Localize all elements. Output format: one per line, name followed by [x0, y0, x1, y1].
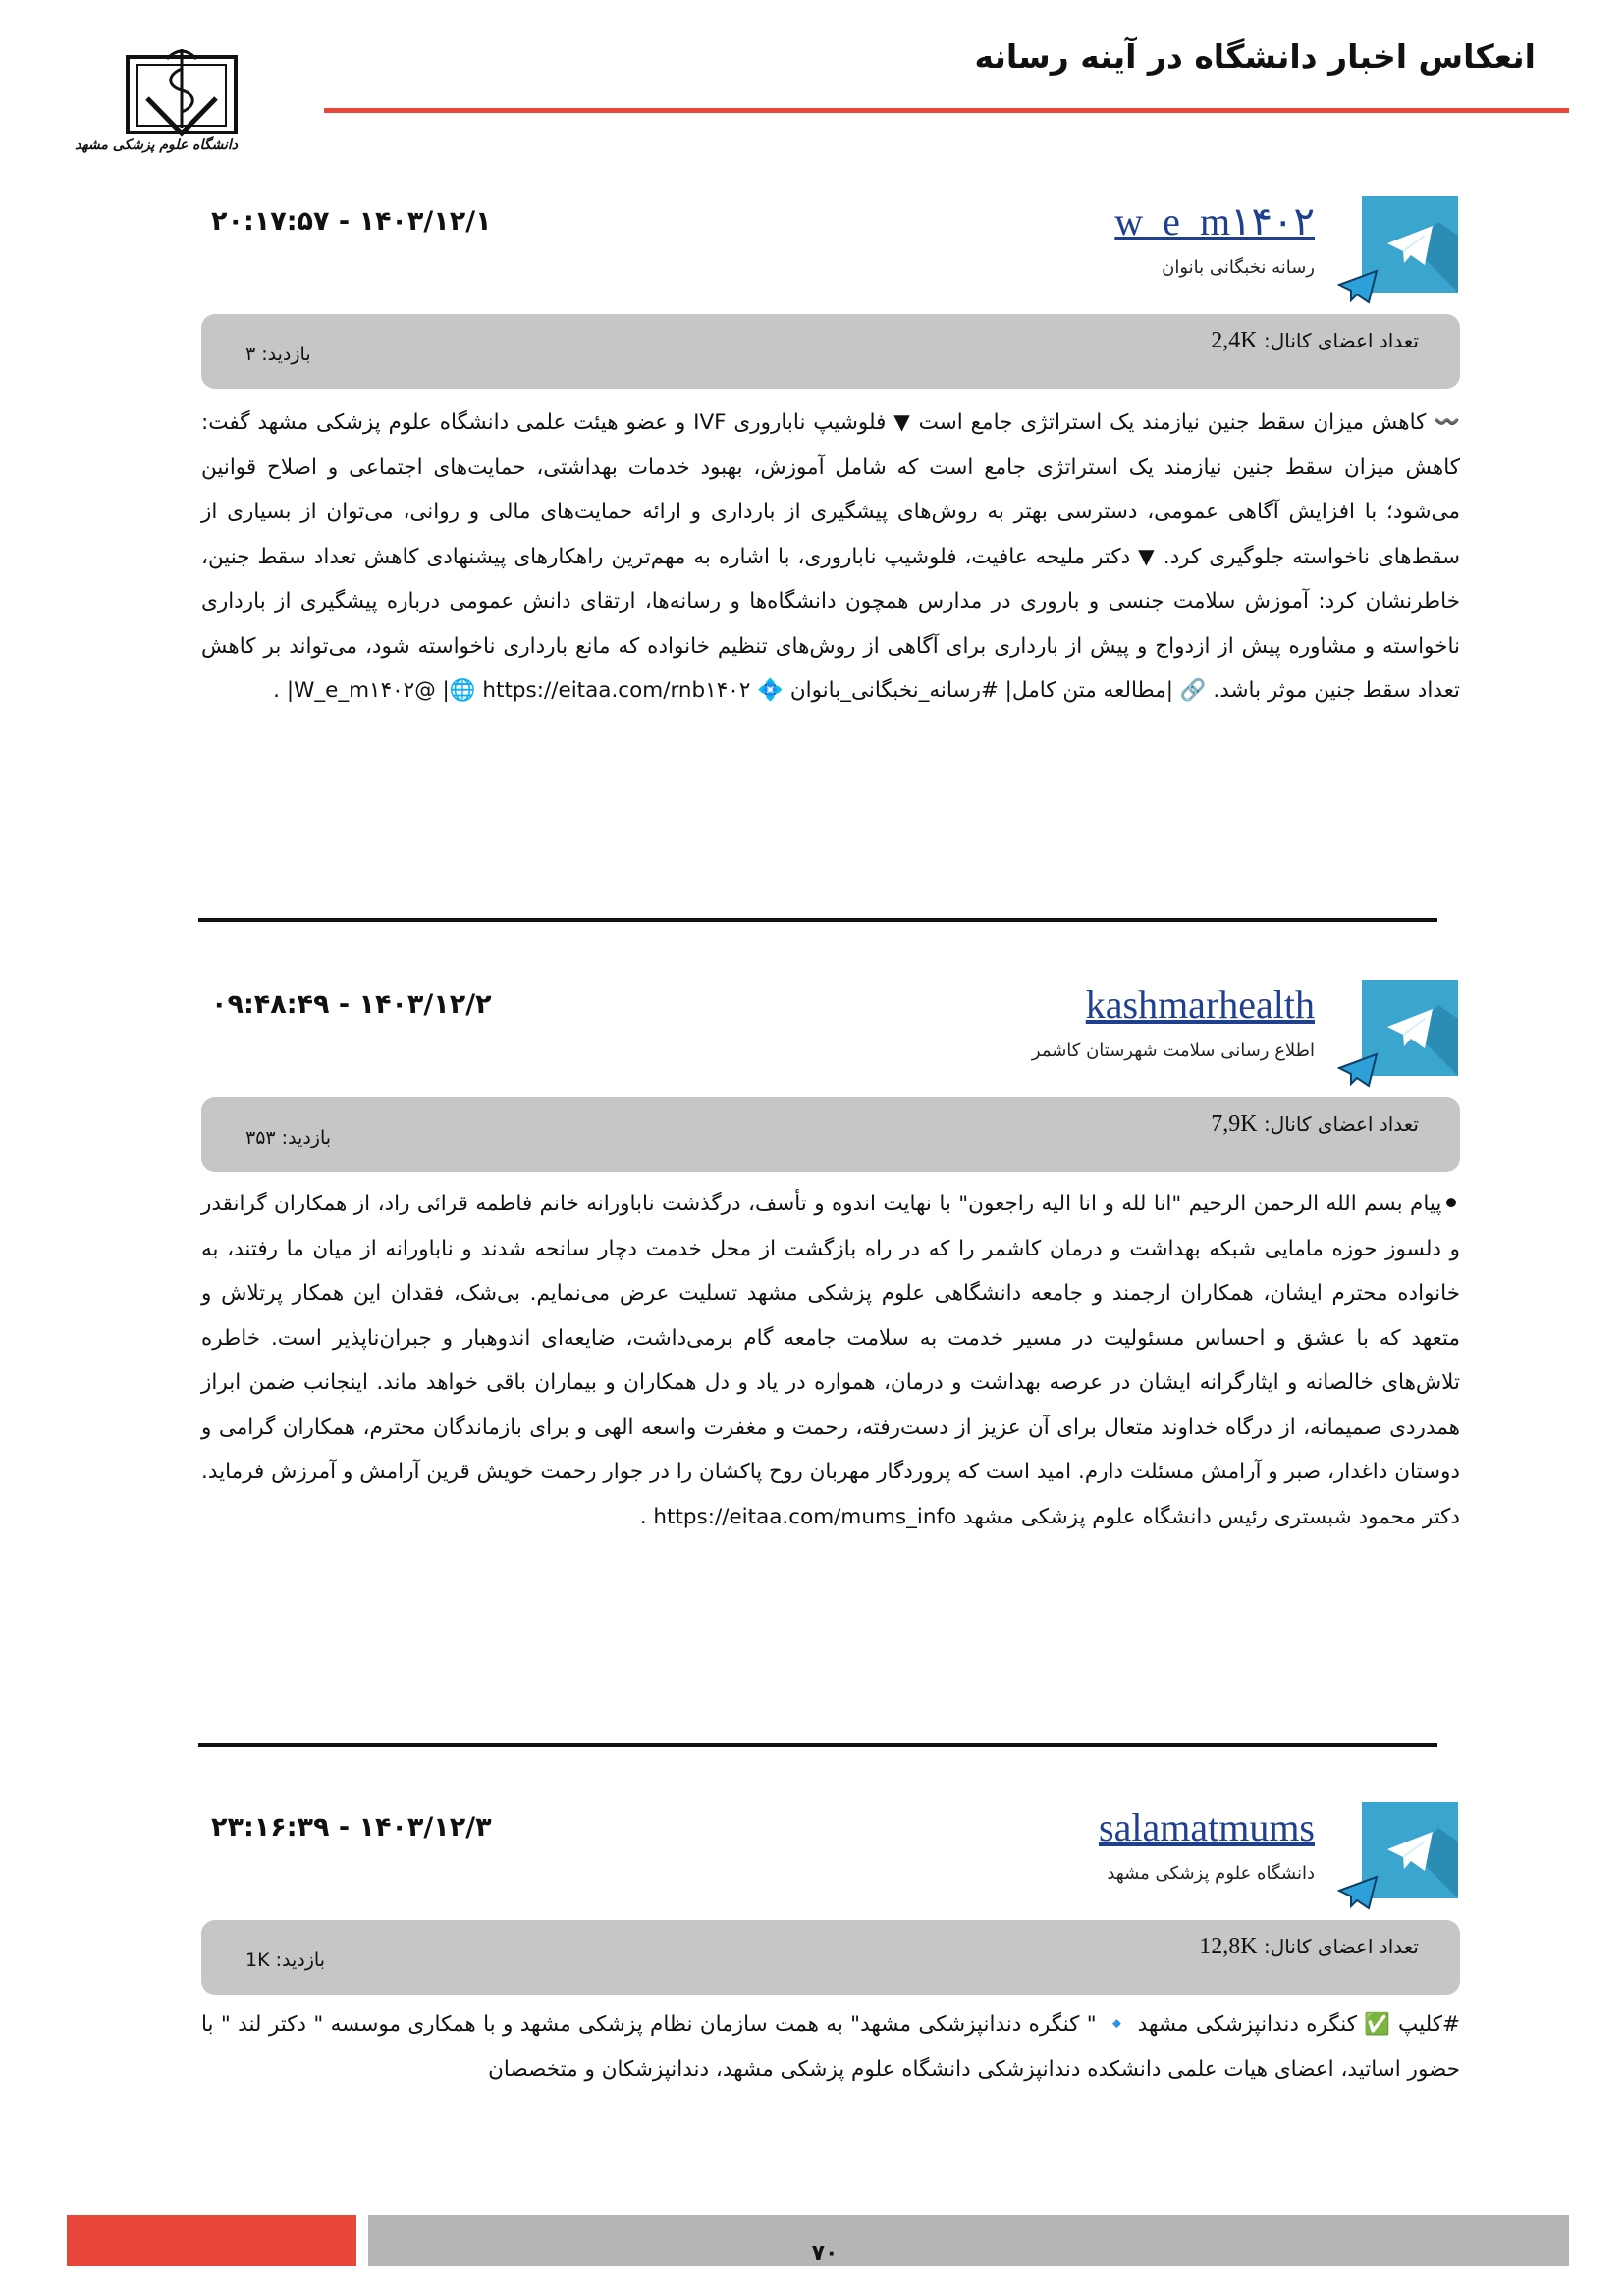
- channel-members-count: [1211, 1111, 1419, 1138]
- stats-bar: [201, 314, 1460, 389]
- post-body-content: 〰️ کاهش میزان سقط جنین نیازمند یک استراتژی جامع است ▼ فلوشیپ ناباروری IVF و عضو هیئت علمی دانشگاه علوم پزشکی مشهد گفت: کاهش میزان سقط جنین نیازمند یک استراتژی جامع است که شامل آموزش، بهبود خدمات بهداشتی، حمایت‌های اجتماعی و اصلاح قوانین می‌شود؛ با افزایش آگاهی عمومی، دسترسی بهتر به روش‌های پیشگیری از بارداری و ارائه حمایت‌های مالی و روانی، می‌توان از بسیاری از سقط‌های ناخواسته جلوگیری کرد. ▼ دکتر ملیحه عافیت، فلوشیپ ناباروری، با اشاره به مهم‌ترین راهکارهای پیشنهادی کاهش تعداد سقط جنین، خاطرنشان کرد: آموزش سلامت جنسی و باروری در مدارس همچون دانشگاه‌ها و رسانه‌ها، ارتقای دانش عمومی درباره پیشگیری از بارداری ناخواسته و مشاوره پیش از ازدواج و پیش از بارداری برای آگاهی از روش‌های تنظیم خانواده که مانع بارداری ناخواسته شود، می‌تواند بر کاهش تعداد سقط جنین موثر باشد. 🔗 |مطالعه متن کامل| #رسانه_نخبگانی_بانوان 💠 W_e_m۱۴۰۲@ |🌐 https://eitaa.com/rnb۱۴۰۲| .: [201, 410, 1460, 703]
- post-divider: [198, 1743, 1437, 1747]
- view-count: بازدید: ۳: [245, 344, 311, 365]
- logo-caption: دانشگاه علوم پزشکی مشهد: [75, 137, 238, 153]
- post-divider: [198, 918, 1437, 922]
- page-number: ۷۰: [811, 2241, 839, 2266]
- footer-bar: [368, 2215, 1569, 2266]
- post-body-text: [201, 1182, 1460, 1539]
- post-date: ۲۰:۱۷:۵۷ - ۱۴۰۳/۱۲/۱: [211, 206, 492, 237]
- stats-bar: [201, 1097, 1460, 1172]
- telegram-plane-icon: [1337, 1052, 1379, 1088]
- channel-name-link[interactable]: kashmarhealth: [1085, 983, 1315, 1027]
- view-count: بازدید: 1K: [245, 1949, 325, 1971]
- telegram-plane-icon: [1337, 1875, 1379, 1910]
- members-value: 12,8K: [1199, 1934, 1258, 1959]
- channel-members-count: [1199, 1934, 1419, 1960]
- channel-description: دانشگاه علوم پزشکی مشهد: [1107, 1863, 1315, 1884]
- telegram-plane-icon: [1337, 269, 1379, 304]
- post-date: ۰۹:۴۸:۴۹ - ۱۴۰۳/۱۲/۲: [211, 989, 492, 1020]
- channel-name-link[interactable]: w_e_m۱۴۰۲: [1114, 199, 1315, 243]
- post-body-content: #کلیپ ✅ کنگره دندانپزشکی مشهد 🔹 " کنگره دندانپزشکی مشهد" به همت سازمان نظام پزشکی مشهد و با همکاری موسسه " دکتر لند " با حضور اساتید، اعضای هیات علمی دانشکده دندانپزشکی دانشگاه علوم پزشکی مشهد، دندانپزشکان و متخصصان: [201, 2012, 1460, 2082]
- footer-accent-bar: [67, 2215, 356, 2266]
- members-value: 7,9K: [1211, 1111, 1258, 1137]
- members-label: تعداد اعضای کانال:: [1257, 329, 1419, 352]
- channel-description: اطلاع رسانی سلامت شهرستان کاشمر: [1031, 1041, 1315, 1061]
- post-body-content: ⚫پیام بسم الله الرحمن الرحیم "انا لله و انا الیه راجعون" با نهایت اندوه و تأسف، درگذشت ناباورانه خانم فاطمه قرائی راد، از همکاران گرانقدر و دلسوز حوزه مامایی شبکه بهداشت و درمان کاشمر را که در راه بازگشت از محل خدمت دچار سانحه شدند و ناباورانه از میان ما رفتند، به خانواده محترم ایشان، همکاران ارجمند و جامعه دانشگاهی علوم پزشکی مشهد تسلیت عرض می‌نمایم. بی‌شک، فقدان این همکار پرتلاش و متعهد که با عشق و احساس مسئولیت در مسیر خدمت به سلامت جامعه گام برمی‌داشت، ضایعه‌ای اندوهبار و جبران‌ناپذیر است. خاطره تلاش‌های خالصانه و ایثارگرانه ایشان در عرصه بهداشت و درمان، همواره در یاد و دل همکاران و بیماران باقی خواهد ماند. اینجانب ضمن ابراز همدردی صمیمانه، از درگاه خداوند متعال برای آن عزیز از دست‌رفته، رحمت و مغفرت واسعه الهی و برای بازماندگان محترم، همکاران گرامی و دوستان داغدار، صبر و آرامش مسئلت دارم. امید است که پروردگار مهربان روح پاکشان را در جوار رحمت خویش قرین آرامش و آمرزش فرماید. دکتر محمود شبستری رئیس دانشگاه علوم پزشکی مشهد https://eitaa.com/mums_info .: [201, 1192, 1460, 1529]
- post-body-text: [201, 400, 1460, 714]
- members-label: تعداد اعضای کانال:: [1257, 1112, 1419, 1136]
- channel-members-count: [1211, 328, 1419, 354]
- channel-description: رسانه نخبگانی بانوان: [1162, 257, 1315, 278]
- channel-name-link[interactable]: salamatmums: [1099, 1805, 1315, 1849]
- post-body-text: [201, 2002, 1460, 2092]
- post-date: ۲۳:۱۶:۳۹ - ۱۴۰۳/۱۲/۳: [211, 1812, 492, 1842]
- view-count: بازدید: ۳۵۳: [245, 1127, 332, 1148]
- members-value: 2,4K: [1211, 328, 1258, 353]
- page-header-title: انعکاس اخبار دانشگاه در آینه رسانه: [974, 37, 1536, 76]
- stats-bar: [201, 1920, 1460, 1995]
- header-rule: [324, 108, 1569, 113]
- members-label: تعداد اعضای کانال:: [1257, 1935, 1419, 1958]
